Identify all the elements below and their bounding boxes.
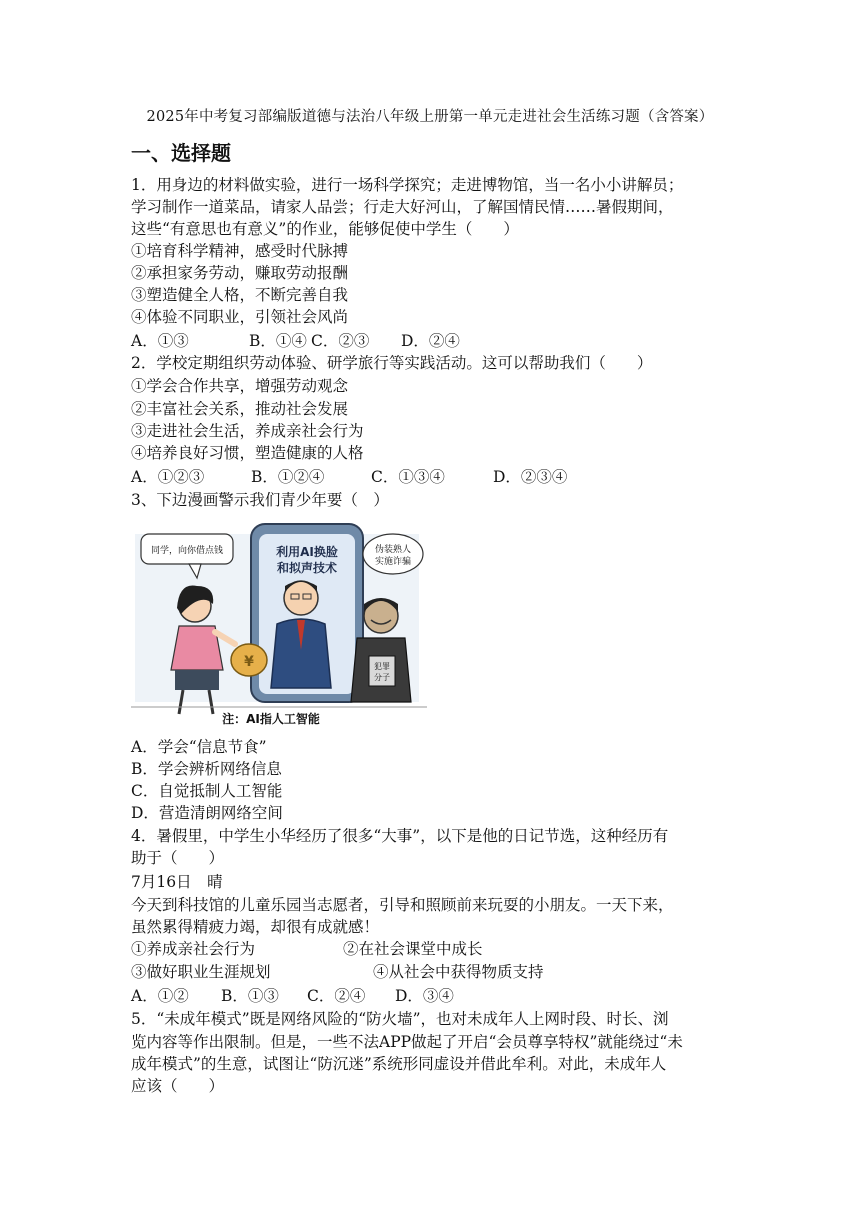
q4-items-row2 [131,961,544,983]
q4-item-1: ①养成亲社会行为 [131,940,256,958]
ai-fraud-cartoon [131,520,427,730]
phone-caption-2: 和拟声技术 [276,561,338,575]
q4-stem-line2: 助于（ ） [131,849,225,867]
q2-item-4: ④培养良好习惯，塑造健康的人格 [131,444,364,462]
q2-option-a[interactable]: A．①②③ [131,468,205,486]
q4-diary-date: 7月16日 晴 [131,873,223,891]
q3-option-d[interactable]: D．营造清朗网络空间 [131,804,283,822]
q1-item-2: ②承担家务劳动，赚取劳动报酬 [131,264,349,282]
q1-option-a[interactable]: A．①③ [131,332,189,350]
q5-stem-line4: 应该（ ） [131,1077,225,1095]
q4-item-3: ③做好职业生涯规划 [131,963,271,981]
q2-item-2: ②丰富社会关系，推动社会发展 [131,400,349,418]
q2-option-c[interactable]: C．①③④ [371,468,445,486]
q4-stem-line1: 4．暑假里，中学生小华经历了很多“大事”，以下是他的日记节选，这种经历有 [131,827,669,845]
q4-option-c[interactable]: C．②④ [307,987,366,1005]
q4-option-d[interactable]: D．③④ [395,987,454,1005]
q1-item-1: ①培育科学精神，感受时代脉搏 [131,242,349,260]
q1-item-4: ④体验不同职业，引领社会风尚 [131,308,349,326]
document-title: 2025年中考复习部编版道德与法治八年级上册第一单元走进社会生活练习题（含答案） [146,109,714,125]
q3-option-c[interactable]: C．自觉抵制人工智能 [131,782,283,800]
q2-option-d[interactable]: D．②③④ [493,468,568,486]
q4-option-b[interactable]: B．①③ [221,987,279,1005]
left-speech-text: 同学，向你借点钱 [150,546,224,556]
q1-options [131,330,460,352]
q2-item-1: ①学会合作共享，增强劳动观念 [131,377,349,395]
q3-option-b[interactable]: B．学会辨析网络信息 [131,760,282,778]
q3-stem: 3、下边漫画警示我们青少年要（ ） [131,491,389,509]
cartoon-note: 注：AI指人工智能 [222,712,320,726]
q4-items-row1 [131,938,483,960]
phone-caption-1: 利用AI换脸 [276,545,338,559]
q2-item-3: ③走进社会生活，养成亲社会行为 [131,422,364,440]
q4-diary-line2: 虽然累得精疲力竭，却很有成就感！ [131,918,380,936]
criminal-label-2: 分子 [374,673,390,682]
q1-option-d[interactable]: D．②④ [401,332,460,350]
q3-option-a[interactable]: A．学会“信息节食” [131,738,267,756]
q4-item-2: ②在社会课堂中成长 [343,940,483,958]
q1-stem-line1: 1．用身边的材料做实验，进行一场科学探究；走进博物馆，当一名小小讲解员； [131,176,684,194]
q5-stem-line1: 5．“未成年模式”既是网络风险的“防火墙”，也对未成年人上网时段、时长、浏 [131,1010,669,1028]
criminal-label-1: 犯罪 [374,662,390,671]
q1-item-3: ③塑造健全人格，不断完善自我 [131,286,349,304]
q1-option-b[interactable]: B．①④ [249,332,307,350]
q4-options [131,985,454,1007]
q5-stem-line3: 成年模式”的生意，试图让“防沉迷”系统形同虚设并借此牟利。对此，未成年人 [131,1055,667,1073]
q4-option-a[interactable]: A．①② [131,987,189,1005]
money-bag-symbol: ¥ [244,654,254,670]
q4-diary-line1: 今天到科技馆的儿童乐园当志愿者，引导和照顾前来玩耍的小朋友。一天下来， [131,896,674,914]
q1-stem-line2: 学习制作一道菜品，请家人品尝；行走大好河山，了解国情民情……暑假期间， [131,198,674,216]
q4-item-4: ④从社会中获得物质支持 [373,963,544,981]
q2-stem: 2．学校定期组织劳动体验、研学旅行等实践活动。这可以帮助我们（ ） [131,354,653,372]
q2-options [131,466,567,488]
section-heading: 一、选择题 [131,141,231,165]
right-speech-line2: 实施诈骗 [374,557,412,567]
q1-option-c[interactable]: C．②③ [311,332,370,350]
right-speech-line1: 伪装熟人 [374,545,412,555]
q5-stem-line2: 览内容等作出限制。但是，一些不法APP做起了开启“会员尊享特权”就能绕过“未 [131,1033,683,1051]
q2-option-b[interactable]: B．①②④ [251,468,325,486]
q1-stem-line3: 这些“有意思也有意义”的作业，能够促使中学生（ ） [131,220,519,238]
